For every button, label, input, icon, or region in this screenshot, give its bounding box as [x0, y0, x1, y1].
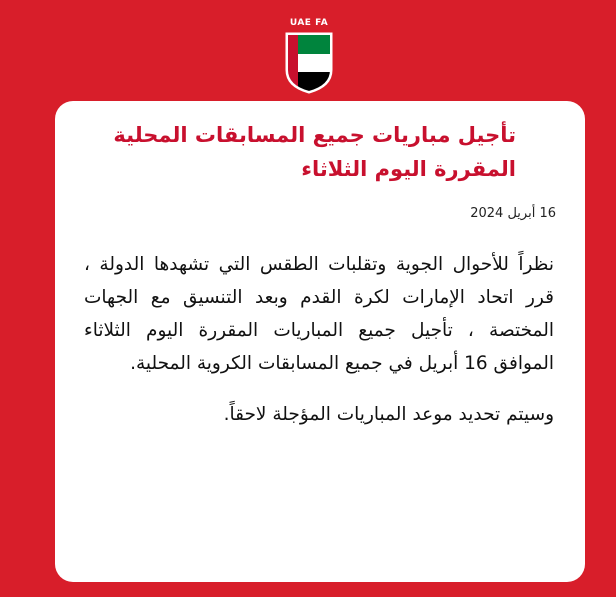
body-paragraph-2: وسيتم تحديد موعد المباريات المؤجلة لاحقاً.: [223, 404, 554, 425]
uae-fa-logo: [279, 16, 339, 94]
title-line-2: المقررة اليوم الثلاثاء: [301, 157, 516, 181]
shield-icon: [285, 32, 333, 94]
logo-text: UAE FA: [289, 18, 329, 28]
announcement-title: [56, 118, 516, 186]
announcement-date: 16 أبريل 2024: [470, 206, 556, 221]
title-line-1: تأجيل مباريات جميع المسابقات المحلية: [113, 123, 516, 147]
announcement-body: [84, 248, 554, 449]
body-paragraph-1: نظراً للأحوال الجوية وتقلبات الطقس التي تشهدها الدولة ، قرر اتحاد الإمارات لكرة القدم وبعد التنسيق مع الجهات المختصة ، تأجيل جميع المباريات المقررة اليوم الثلاثاء الموافق 16 أبريل في جميع المسابقات الكروية المحلية.: [84, 254, 554, 374]
